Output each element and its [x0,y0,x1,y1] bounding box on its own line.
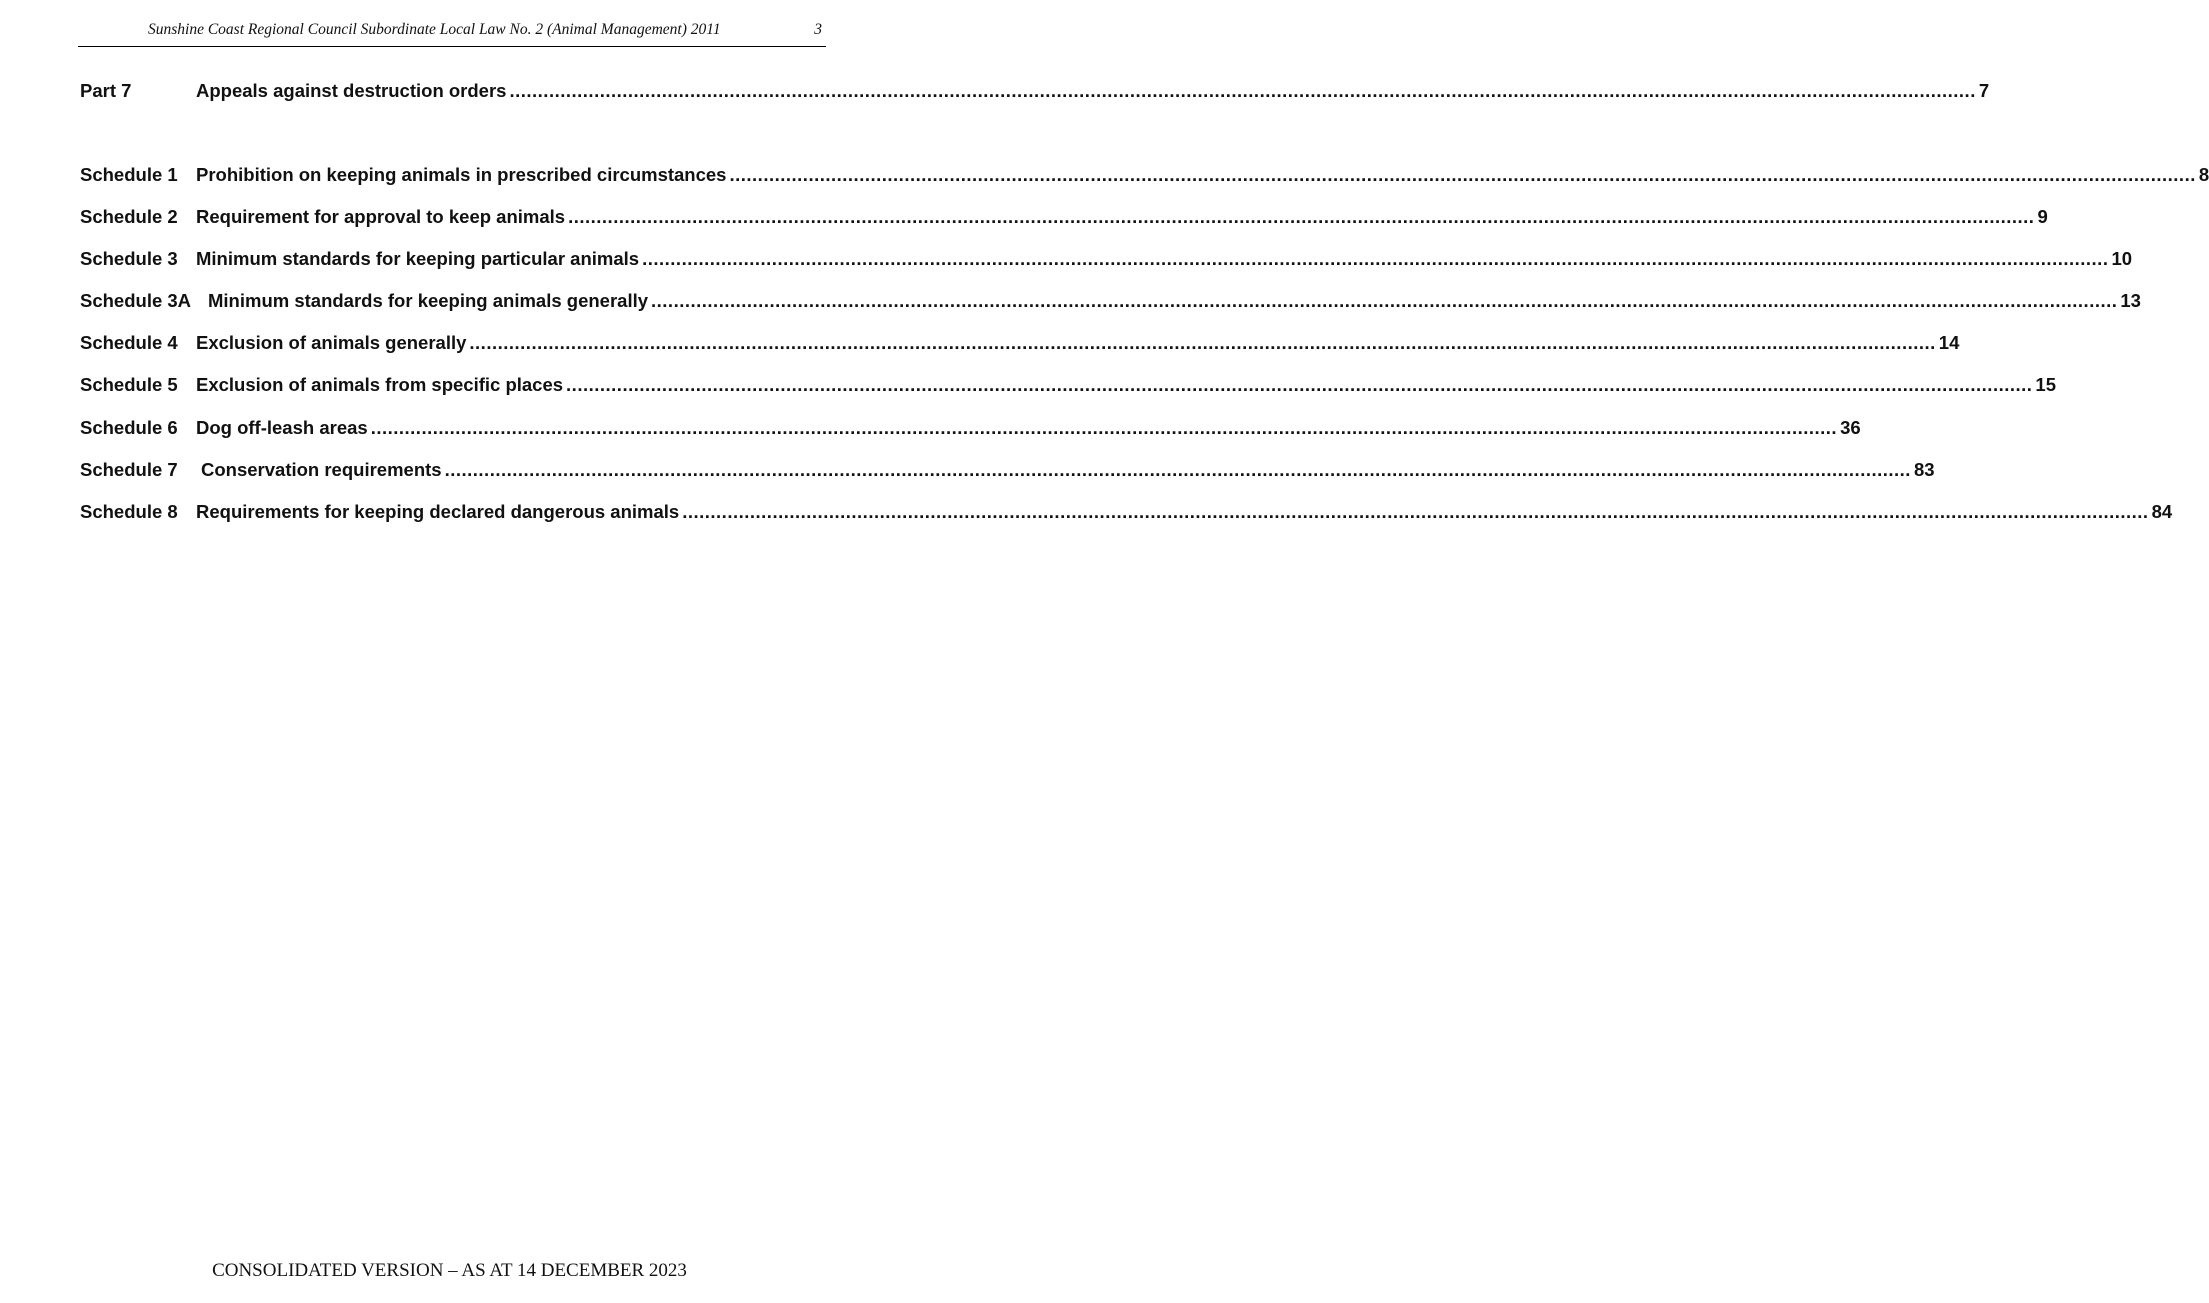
toc-page-number: 7 [1978,80,1990,101]
dot-leader [445,459,1911,481]
dot-leader [651,290,2117,312]
toc-entry-schedule-7[interactable] [80,459,1935,485]
toc-entry-schedule-4[interactable] [80,332,1960,358]
page-footer: CONSOLIDATED VERSION – AS AT 14 DECEMBER 2023 [212,1260,687,1281]
toc-entry-schedule-3a[interactable] [80,290,2141,316]
dot-leader [682,501,2148,523]
toc-title: Exclusion of animals from specific places [196,374,564,395]
toc-entry-schedule-1[interactable] [80,164,2209,190]
toc-label: Schedule 8 [80,501,178,522]
toc-label: Schedule 1 [80,164,178,185]
toc-entry-schedule-3[interactable] [80,248,2133,274]
toc-label: Schedule 5 [80,374,178,395]
toc-page-number: 8 [2198,164,2209,185]
toc-title: Dog off-leash areas [196,417,368,438]
toc-label: Schedule 4 [80,332,178,353]
dot-leader [642,248,2108,270]
header-page-number: 3 [814,21,822,38]
toc-title: Minimum standards for keeping particular animals [196,248,640,269]
toc-label: Schedule 6 [80,417,178,438]
toc-entry-schedule-2[interactable] [80,206,2048,232]
toc-page-number: 83 [1913,459,1935,480]
toc-label: Schedule 3A [80,290,192,311]
toc-label: Part 7 [80,80,132,101]
toc-page-number: 13 [2120,290,2141,311]
toc-page-number: 84 [2151,501,2173,522]
toc-page-number: 36 [1840,417,1861,438]
dot-leader [729,164,2195,186]
toc-entry-schedule-8[interactable] [80,501,2173,527]
toc-entry-schedule-6[interactable] [80,417,1861,443]
toc-label: Schedule 2 [80,206,178,227]
toc-title: Appeals against destruction orders [196,80,507,101]
toc-title: Prohibition on keeping animals in prescribed circumstances [196,164,727,185]
running-header [78,18,826,47]
toc-title: Minimum standards for keeping animals generally [208,290,649,311]
toc-label: Schedule 3 [80,248,178,269]
dot-leader [509,80,1975,102]
toc-title: Conservation requirements [201,459,442,480]
toc-title: Requirements for keeping declared dangerous animals [196,501,680,522]
toc-entry-schedule-5[interactable] [80,374,2056,400]
toc-label: Schedule 7 [80,459,178,480]
toc-title: Requirement for approval to keep animals [196,206,566,227]
dot-leader [568,206,2034,228]
dot-leader [371,417,1837,439]
toc-page-number: 10 [2111,248,2133,269]
header-title: Sunshine Coast Regional Council Subordinate Local Law No. 2 (Animal Management) 2011 [148,21,721,38]
dot-leader [566,374,2032,396]
toc-title: Exclusion of animals generally [196,332,467,353]
toc-page-number: 14 [1938,332,1960,353]
toc-page-number: 9 [2037,206,2048,227]
dot-leader [469,332,1935,354]
toc-page-number: 15 [2035,374,2056,395]
toc-entry-part-7[interactable] [80,80,1990,106]
